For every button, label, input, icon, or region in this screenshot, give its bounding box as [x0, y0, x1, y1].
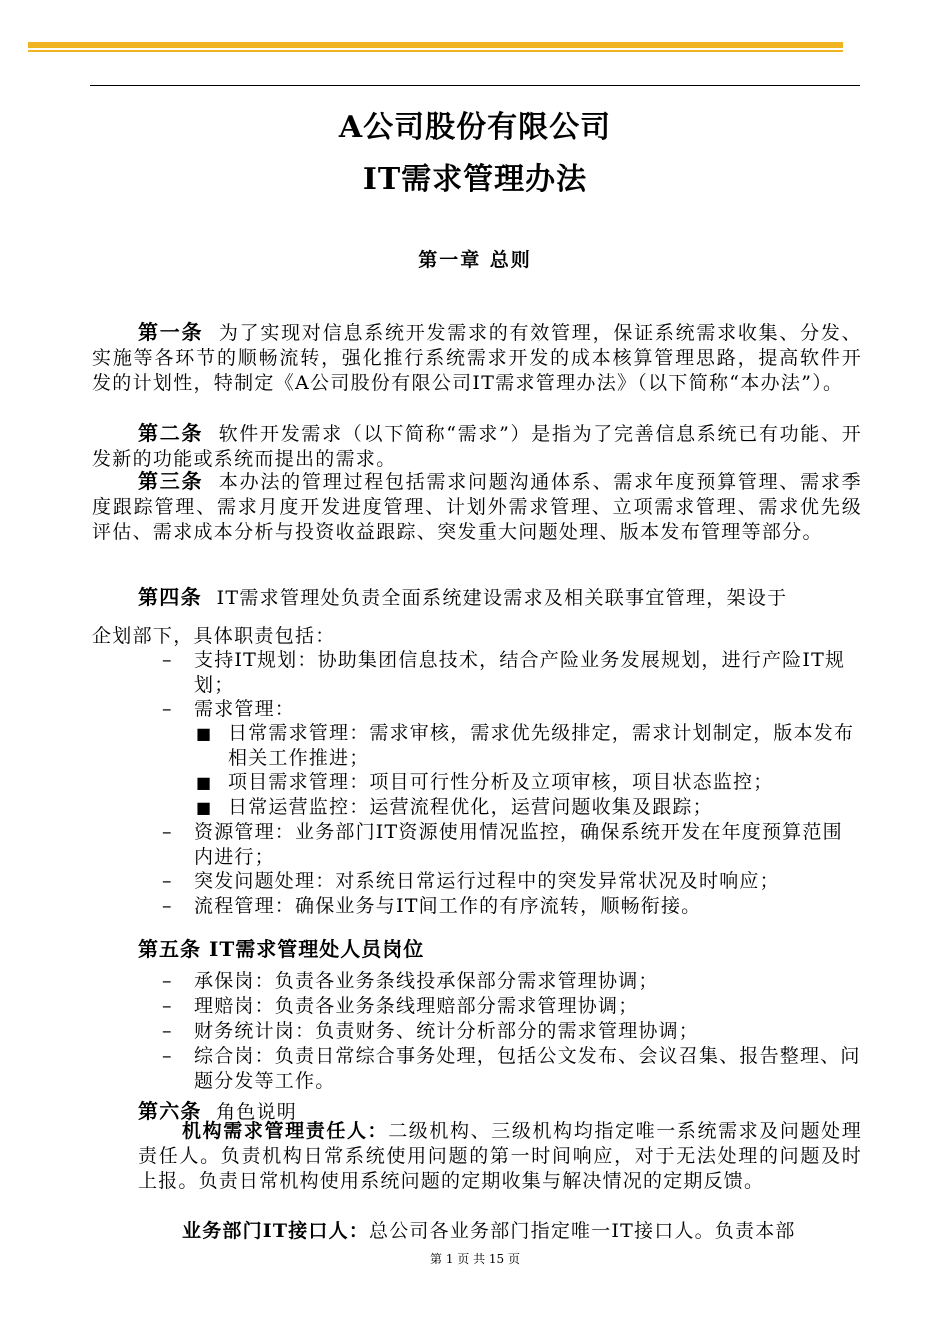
chapter-heading: 第一章 总则	[418, 249, 532, 271]
list-item-text: 资源管理：业务部门IT资源使用情况监控，确保系统开发在年度预算范围内进行；	[194, 821, 843, 868]
list-item-text: 综合岗：负责日常综合事务处理，包括公文发布、会议召集、报告整理、问题分发等工作。	[194, 1045, 861, 1092]
role-description	[138, 1119, 862, 1194]
article-4-label: 第四条	[138, 585, 202, 609]
article-1	[92, 320, 862, 396]
document-title: A公司股份有限公司	[338, 110, 612, 145]
list-item-text: 财务统计岗：负责财务、统计分析部分的需求管理协调；	[194, 1020, 700, 1042]
dash-marker: –	[162, 1020, 173, 1042]
header-band-thin	[28, 50, 843, 52]
article-6-text: 角色说明	[216, 1101, 297, 1123]
dash-marker: –	[162, 698, 173, 720]
header-band	[28, 42, 843, 48]
list-item-text: 日常运营监控：运营流程优化，运营问题收集及跟踪；	[228, 796, 713, 818]
article-4-text: IT需求管理处负责全面系统建设需求及相关联事宜管理，架设于	[216, 587, 788, 609]
dash-marker: –	[162, 895, 173, 917]
article-5-heading: 第五条 IT需求管理处人员岗位	[138, 937, 425, 961]
dash-marker: –	[162, 870, 173, 892]
document-subtitle: IT需求管理办法	[362, 162, 588, 197]
role-description	[138, 1219, 862, 1244]
list-item-text: 需求管理：	[194, 698, 296, 720]
article-4	[92, 585, 862, 611]
role-label: 业务部门IT接口人：	[182, 1220, 370, 1242]
article-1-text: 为了实现对信息系统开发需求的有效管理，保证系统需求收集、分发、实施等各环节的顺畅流转，强化推行系统需求开发的成本核算管理思路，提高软件开发的计划性，特制定《A公司股份有限公司IT需求管理办法》（以下简称“本办法”）。	[92, 322, 862, 394]
page-footer: 第 1 页 共 15 页	[430, 1252, 520, 1266]
list-item-text: 支持IT规划：协助集团信息技术，结合产险业务发展规划，进行产险IT规划；	[194, 649, 846, 696]
article-4-continued: 企划部下，具体职责包括：	[92, 625, 336, 647]
article-3-text: 本办法的管理过程包括需求问题沟通体系、需求年度预算管理、需求季度跟踪管理、需求月度开发进度管理、计划外需求管理、立项需求管理、需求优先级评估、需求成本分析与投资收益跟踪、突发重大问题处理、版本发布管理等部分。	[92, 471, 862, 543]
list-item-text: 承保岗：负责各业务条线投承保部分需求管理协调；	[194, 970, 659, 992]
article-6-label: 第六条	[138, 1099, 202, 1123]
list-item-text: 理赔岗：负责各业务条线理赔部分需求管理协调；	[194, 995, 639, 1017]
article-2	[92, 421, 862, 472]
list-item-text: 日常需求管理：需求审核，需求优先级排定，需求计划制定，版本发布相关工作推进；	[228, 722, 855, 769]
dash-marker: –	[162, 970, 173, 992]
article-3-label: 第三条	[138, 469, 204, 493]
dash-marker: –	[162, 649, 173, 671]
dash-marker: –	[162, 995, 173, 1017]
role-text: 总公司各业务部门指定唯一IT接口人。负责本部	[369, 1220, 796, 1242]
role-label: 机构需求管理责任人：	[182, 1120, 389, 1142]
square-bullet-icon: ■	[196, 798, 213, 817]
list-item-text: 项目需求管理：项目可行性分析及立项审核，项目状态监控；	[228, 771, 774, 793]
article-2-label: 第二条	[138, 421, 204, 445]
article-3	[92, 469, 862, 545]
header-rule	[90, 85, 860, 86]
list-item-text: 突发问题处理：对系统日常运行过程中的突发异常状况及时响应；	[194, 870, 780, 892]
list-item-text: 流程管理：确保业务与IT间工作的有序流转，顺畅衔接。	[194, 895, 702, 917]
article-1-label: 第一条	[138, 320, 204, 344]
role-text: 二级机构、三级机构均指定唯一系统需求及问题处理责任人。负责机构日常系统使用问题的第一时间响应，对于无法处理的问题及时上报。负责日常机构使用系统问题的定期收集与解决情况的定期反馈。	[138, 1120, 862, 1192]
dash-marker: –	[162, 1045, 173, 1067]
square-bullet-icon: ■	[196, 773, 213, 792]
article-2-text: 软件开发需求（以下简称“需求”）是指为了完善信息系统已有功能、开发新的功能或系统而提出的需求。	[92, 423, 863, 470]
dash-marker: –	[162, 821, 173, 843]
square-bullet-icon: ■	[196, 724, 213, 743]
